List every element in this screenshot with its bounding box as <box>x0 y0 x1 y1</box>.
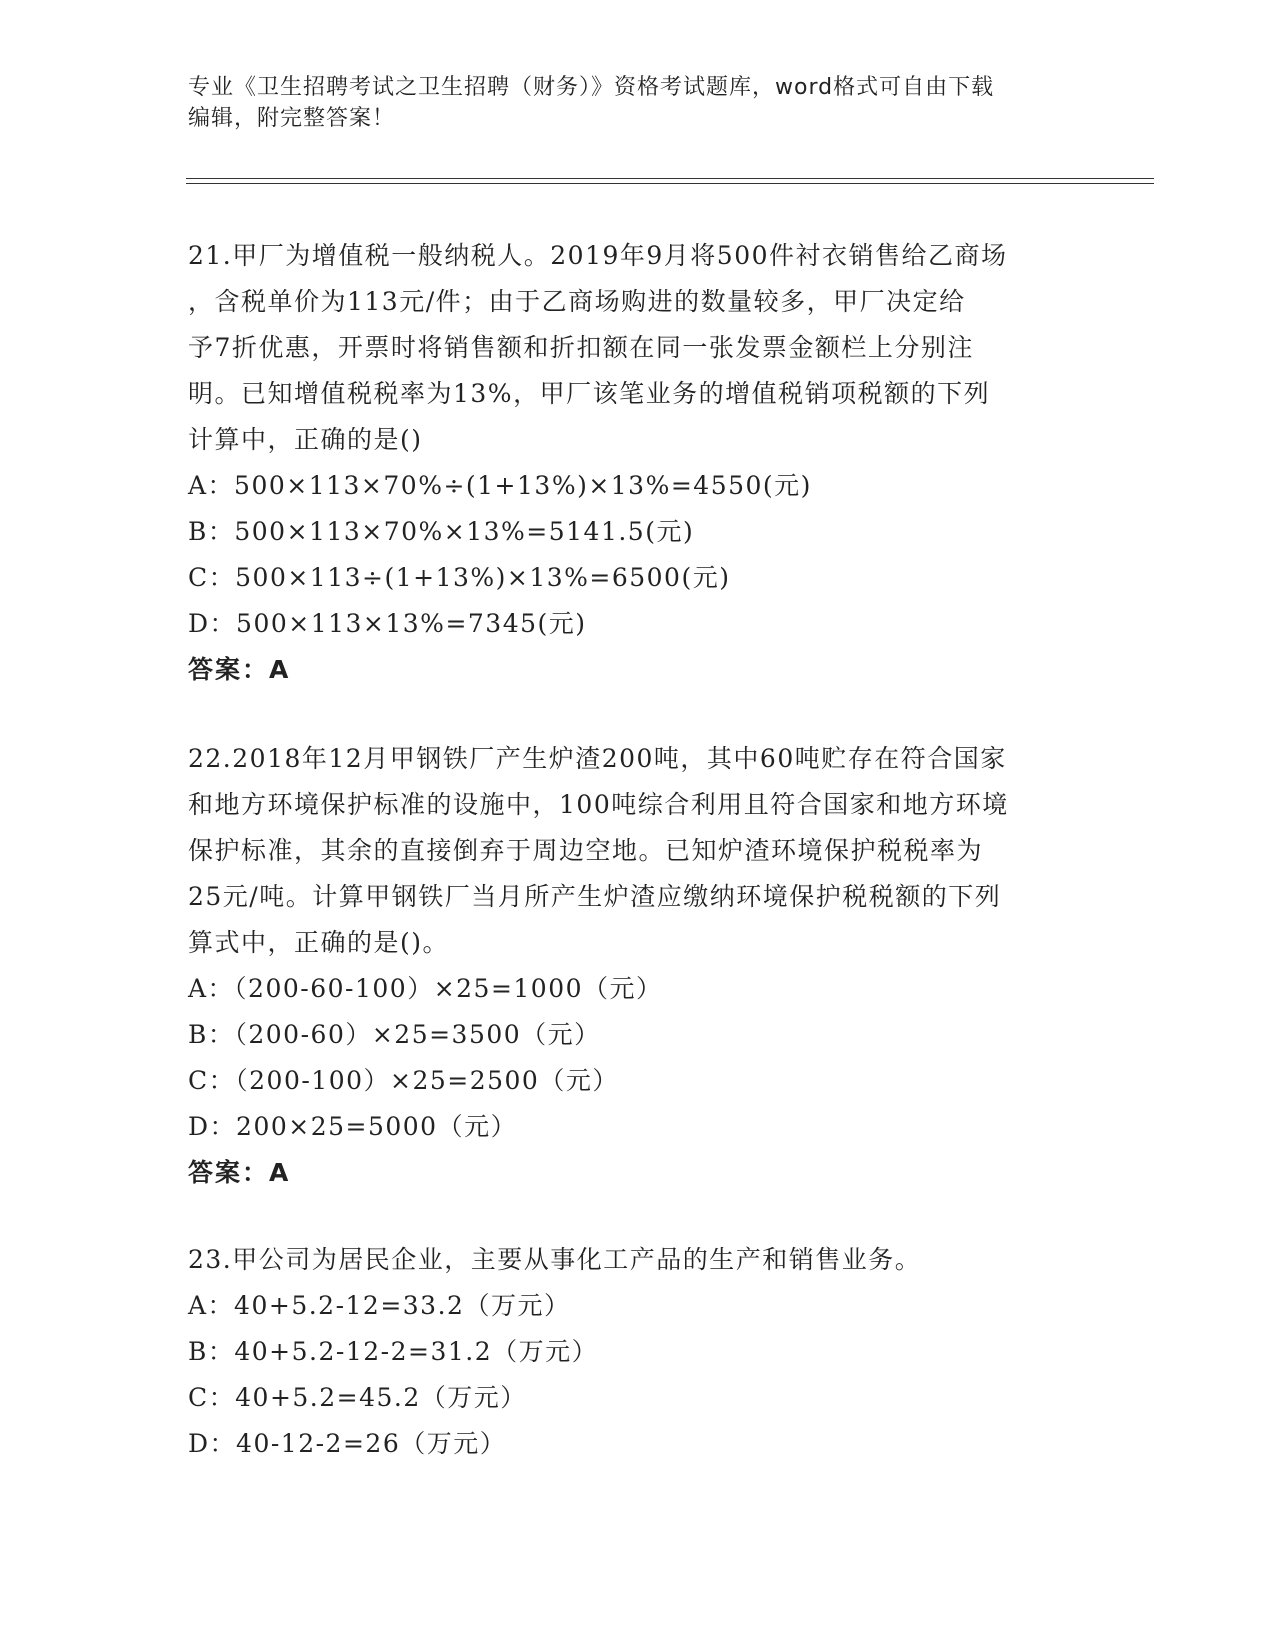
question-stem-line: 计算中，正确的是() <box>188 425 423 454</box>
question-21 <box>188 233 1088 693</box>
option-d: D：500×113×13%=7345(元) <box>188 609 587 638</box>
question-stem-line: 23.甲公司为居民企业，主要从事化工产品的生产和销售业务。 <box>188 1245 922 1274</box>
option-b: B：（200-60）×25=3500（元） <box>188 1020 601 1049</box>
header-line: 编辑，附完整答案！ <box>188 106 396 131</box>
option-a: A：500×113×70%÷(1+13%)×13%=4550(元) <box>188 471 812 500</box>
question-stem-line: 明。已知增值税税率为13%，甲厂该笔业务的增值税销项税额的下列 <box>188 379 991 408</box>
option-c: C：（200-100）×25=2500（元） <box>188 1066 619 1095</box>
answer-label: 答案：A <box>188 655 291 684</box>
header-line: 专业《卫生招聘考试之卫生招聘（财务）》资格考试题库，word格式可自由下载 <box>188 75 995 100</box>
question-stem-line: 予7折优惠，开票时将销售额和折扣额在同一张发票金额栏上分别注 <box>188 333 974 362</box>
option-c: C：500×113÷(1+13%)×13%=6500(元) <box>188 563 731 592</box>
question-22 <box>188 736 1088 1196</box>
question-23 <box>188 1237 1088 1467</box>
header-divider-bottom <box>186 183 1154 184</box>
question-stem-line: 和地方环境保护标准的设施中，100吨综合利用且符合国家和地方环境 <box>188 790 1009 819</box>
document-header <box>188 72 1088 134</box>
option-a: A：（200-60-100）×25=1000（元） <box>188 974 663 1003</box>
header-divider-top <box>186 178 1154 179</box>
answer-label: 答案：A <box>188 1158 291 1187</box>
question-stem-line: 算式中，正确的是()。 <box>188 928 450 957</box>
question-stem-line: 22.2018年12月甲钢铁厂产生炉渣200吨，其中60吨贮存在符合国家 <box>188 744 1007 773</box>
option-b: B：500×113×70%×13%=5141.5(元) <box>188 517 695 546</box>
option-b: B：40+5.2-12-2=31.2（万元） <box>188 1337 599 1366</box>
option-a: A：40+5.2-12=33.2（万元） <box>188 1291 571 1320</box>
option-d: D：40-12-2=26（万元） <box>188 1429 507 1458</box>
question-stem-line: 保护标准，其余的直接倒弃于周边空地。已知炉渣环境保护税税率为 <box>188 836 984 865</box>
question-stem-line: ，含税单价为113元/件；由于乙商场购进的数量较多，甲厂决定给 <box>188 287 966 316</box>
option-d: D：200×25=5000（元） <box>188 1112 518 1141</box>
option-c: C：40+5.2=45.2（万元） <box>188 1383 527 1412</box>
question-stem-line: 25元/吨。计算甲钢铁厂当月所产生炉渣应缴纳环境保护税税额的下列 <box>188 882 1002 911</box>
question-stem-line: 21.甲厂为增值税一般纳税人。2019年9月将500件衬衣销售给乙商场 <box>188 241 1008 270</box>
